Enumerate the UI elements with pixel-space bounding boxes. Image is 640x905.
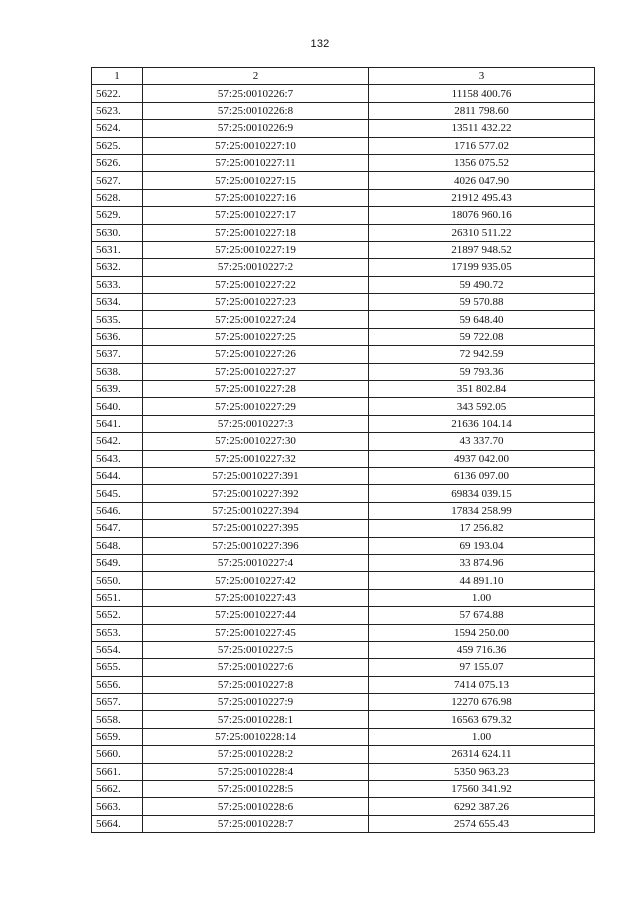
row-number: 5626. <box>92 154 143 171</box>
row-number: 5639. <box>92 381 143 398</box>
cadastral-number: 57:25:0010227:27 <box>143 363 369 380</box>
cadastral-value: 21912 495.43 <box>369 189 595 206</box>
row-number: 5651. <box>92 589 143 606</box>
table-row <box>92 398 595 415</box>
row-number: 5647. <box>92 520 143 537</box>
table-row <box>92 207 595 224</box>
cadastral-value: 343 592.05 <box>369 398 595 415</box>
row-number: 5657. <box>92 694 143 711</box>
cadastral-value: 69 193.04 <box>369 537 595 554</box>
table-row <box>92 781 595 798</box>
cadastral-number: 57:25:0010227:394 <box>143 502 369 519</box>
table-row <box>92 763 595 780</box>
cadastral-number: 57:25:0010227:28 <box>143 381 369 398</box>
table-row <box>92 102 595 119</box>
cadastral-value-table <box>91 67 595 833</box>
row-number: 5641. <box>92 415 143 432</box>
row-number: 5628. <box>92 189 143 206</box>
cadastral-value: 59 722.08 <box>369 328 595 345</box>
table-row <box>92 294 595 311</box>
column-header-1: 1 <box>92 68 143 85</box>
cadastral-number: 57:25:0010227:30 <box>143 433 369 450</box>
cadastral-value: 12270 676.98 <box>369 694 595 711</box>
cadastral-number: 57:25:0010226:9 <box>143 120 369 137</box>
cadastral-number: 57:25:0010227:43 <box>143 589 369 606</box>
table-row <box>92 798 595 815</box>
table-row <box>92 554 595 571</box>
cadastral-value: 4026 047.90 <box>369 172 595 189</box>
cadastral-number: 57:25:0010227:18 <box>143 224 369 241</box>
row-number: 5660. <box>92 746 143 763</box>
table-row <box>92 154 595 171</box>
table-row <box>92 485 595 502</box>
table-row <box>92 363 595 380</box>
cadastral-number: 57:25:0010227:4 <box>143 554 369 571</box>
cadastral-value: 1.00 <box>369 589 595 606</box>
table-row <box>92 381 595 398</box>
table-row <box>92 259 595 276</box>
row-number: 5661. <box>92 763 143 780</box>
table-row <box>92 641 595 658</box>
cadastral-value: 1356 075.52 <box>369 154 595 171</box>
cadastral-number: 57:25:0010227:2 <box>143 259 369 276</box>
row-number: 5635. <box>92 311 143 328</box>
page-number: 132 <box>310 38 330 50</box>
table-row <box>92 589 595 606</box>
table-header-row <box>92 68 595 85</box>
cadastral-value: 351 802.84 <box>369 381 595 398</box>
table-row <box>92 815 595 832</box>
cadastral-value: 17834 258.99 <box>369 502 595 519</box>
row-number: 5625. <box>92 137 143 154</box>
cadastral-number: 57:25:0010227:45 <box>143 624 369 641</box>
table-body <box>92 85 595 833</box>
cadastral-number: 57:25:0010228:4 <box>143 763 369 780</box>
cadastral-value: 21897 948.52 <box>369 241 595 258</box>
cadastral-number: 57:25:0010227:17 <box>143 207 369 224</box>
row-number: 5648. <box>92 537 143 554</box>
cadastral-number: 57:25:0010227:15 <box>143 172 369 189</box>
cadastral-number: 57:25:0010228:1 <box>143 711 369 728</box>
cadastral-number: 57:25:0010227:391 <box>143 467 369 484</box>
row-number: 5643. <box>92 450 143 467</box>
table-row <box>92 137 595 154</box>
cadastral-value: 13511 432.22 <box>369 120 595 137</box>
table-row <box>92 537 595 554</box>
table-row <box>92 120 595 137</box>
row-number: 5662. <box>92 781 143 798</box>
row-number: 5623. <box>92 102 143 119</box>
cadastral-value: 16563 679.32 <box>369 711 595 728</box>
cadastral-number: 57:25:0010227:19 <box>143 241 369 258</box>
cadastral-number: 57:25:0010227:395 <box>143 520 369 537</box>
table-row <box>92 415 595 432</box>
table-row <box>92 572 595 589</box>
cadastral-number: 57:25:0010227:22 <box>143 276 369 293</box>
cadastral-value: 43 337.70 <box>369 433 595 450</box>
table-row <box>92 276 595 293</box>
table-row <box>92 467 595 484</box>
cadastral-number: 57:25:0010227:11 <box>143 154 369 171</box>
row-number: 5624. <box>92 120 143 137</box>
row-number: 5642. <box>92 433 143 450</box>
row-number: 5664. <box>92 815 143 832</box>
cadastral-value: 1716 577.02 <box>369 137 595 154</box>
table-row <box>92 624 595 641</box>
column-header-3: 3 <box>369 68 595 85</box>
table-row <box>92 728 595 745</box>
cadastral-number: 57:25:0010227:25 <box>143 328 369 345</box>
row-number: 5636. <box>92 328 143 345</box>
cadastral-value: 21636 104.14 <box>369 415 595 432</box>
cadastral-value: 72 942.59 <box>369 346 595 363</box>
row-number: 5640. <box>92 398 143 415</box>
cadastral-value: 33 874.96 <box>369 554 595 571</box>
cadastral-value: 57 674.88 <box>369 607 595 624</box>
cadastral-number: 57:25:0010227:42 <box>143 572 369 589</box>
table-row <box>92 694 595 711</box>
cadastral-value: 44 891.10 <box>369 572 595 589</box>
table-row <box>92 189 595 206</box>
cadastral-value: 2811 798.60 <box>369 102 595 119</box>
cadastral-value: 6136 097.00 <box>369 467 595 484</box>
cadastral-number: 57:25:0010227:9 <box>143 694 369 711</box>
table-row <box>92 502 595 519</box>
row-number: 5658. <box>92 711 143 728</box>
table-row <box>92 746 595 763</box>
cadastral-number: 57:25:0010227:24 <box>143 311 369 328</box>
row-number: 5652. <box>92 607 143 624</box>
table-row <box>92 659 595 676</box>
cadastral-value: 69834 039.15 <box>369 485 595 502</box>
table-row <box>92 433 595 450</box>
cadastral-value: 5350 963.23 <box>369 763 595 780</box>
cadastral-number: 57:25:0010227:8 <box>143 676 369 693</box>
row-number: 5630. <box>92 224 143 241</box>
cadastral-value: 1.00 <box>369 728 595 745</box>
cadastral-value: 26310 511.22 <box>369 224 595 241</box>
cadastral-value: 1594 250.00 <box>369 624 595 641</box>
row-number: 5653. <box>92 624 143 641</box>
table-row <box>92 346 595 363</box>
table-row <box>92 520 595 537</box>
cadastral-number: 57:25:0010228:14 <box>143 728 369 745</box>
cadastral-number: 57:25:0010227:3 <box>143 415 369 432</box>
cadastral-value: 17 256.82 <box>369 520 595 537</box>
row-number: 5659. <box>92 728 143 745</box>
cadastral-number: 57:25:0010227:32 <box>143 450 369 467</box>
cadastral-value: 2574 655.43 <box>369 815 595 832</box>
cadastral-number: 57:25:0010227:10 <box>143 137 369 154</box>
table-row <box>92 450 595 467</box>
cadastral-number: 57:25:0010227:6 <box>143 659 369 676</box>
cadastral-value: 26314 624.11 <box>369 746 595 763</box>
table-row <box>92 241 595 258</box>
cadastral-number: 57:25:0010227:5 <box>143 641 369 658</box>
cadastral-value: 59 648.40 <box>369 311 595 328</box>
cadastral-value: 97 155.07 <box>369 659 595 676</box>
row-number: 5656. <box>92 676 143 693</box>
cadastral-number: 57:25:0010226:8 <box>143 102 369 119</box>
row-number: 5649. <box>92 554 143 571</box>
cadastral-value: 459 716.36 <box>369 641 595 658</box>
table-row <box>92 711 595 728</box>
table-row <box>92 311 595 328</box>
table-row <box>92 224 595 241</box>
row-number: 5627. <box>92 172 143 189</box>
row-number: 5646. <box>92 502 143 519</box>
row-number: 5655. <box>92 659 143 676</box>
cadastral-value: 17199 935.05 <box>369 259 595 276</box>
table-row <box>92 172 595 189</box>
table-row <box>92 328 595 345</box>
row-number: 5638. <box>92 363 143 380</box>
row-number: 5633. <box>92 276 143 293</box>
cadastral-value: 6292 387.26 <box>369 798 595 815</box>
row-number: 5654. <box>92 641 143 658</box>
row-number: 5644. <box>92 467 143 484</box>
column-header-2: 2 <box>143 68 369 85</box>
cadastral-value: 11158 400.76 <box>369 85 595 102</box>
cadastral-value: 4937 042.00 <box>369 450 595 467</box>
cadastral-number: 57:25:0010227:16 <box>143 189 369 206</box>
cadastral-value: 59 793.36 <box>369 363 595 380</box>
cadastral-value: 59 570.88 <box>369 294 595 311</box>
cadastral-number: 57:25:0010228:6 <box>143 798 369 815</box>
cadastral-number: 57:25:0010227:44 <box>143 607 369 624</box>
table-row <box>92 676 595 693</box>
cadastral-value: 17560 341.92 <box>369 781 595 798</box>
cadastral-number: 57:25:0010227:26 <box>143 346 369 363</box>
row-number: 5650. <box>92 572 143 589</box>
cadastral-number: 57:25:0010227:29 <box>143 398 369 415</box>
cadastral-value: 59 490.72 <box>369 276 595 293</box>
table-row <box>92 607 595 624</box>
cadastral-number: 57:25:0010227:396 <box>143 537 369 554</box>
cadastral-number: 57:25:0010227:23 <box>143 294 369 311</box>
cadastral-number: 57:25:0010228:2 <box>143 746 369 763</box>
row-number: 5634. <box>92 294 143 311</box>
row-number: 5631. <box>92 241 143 258</box>
cadastral-number: 57:25:0010228:7 <box>143 815 369 832</box>
cadastral-number: 57:25:0010227:392 <box>143 485 369 502</box>
row-number: 5645. <box>92 485 143 502</box>
row-number: 5663. <box>92 798 143 815</box>
row-number: 5637. <box>92 346 143 363</box>
row-number: 5629. <box>92 207 143 224</box>
cadastral-number: 57:25:0010228:5 <box>143 781 369 798</box>
table-row <box>92 85 595 102</box>
cadastral-value: 18076 960.16 <box>369 207 595 224</box>
cadastral-value: 7414 075.13 <box>369 676 595 693</box>
cadastral-number: 57:25:0010226:7 <box>143 85 369 102</box>
row-number: 5622. <box>92 85 143 102</box>
row-number: 5632. <box>92 259 143 276</box>
